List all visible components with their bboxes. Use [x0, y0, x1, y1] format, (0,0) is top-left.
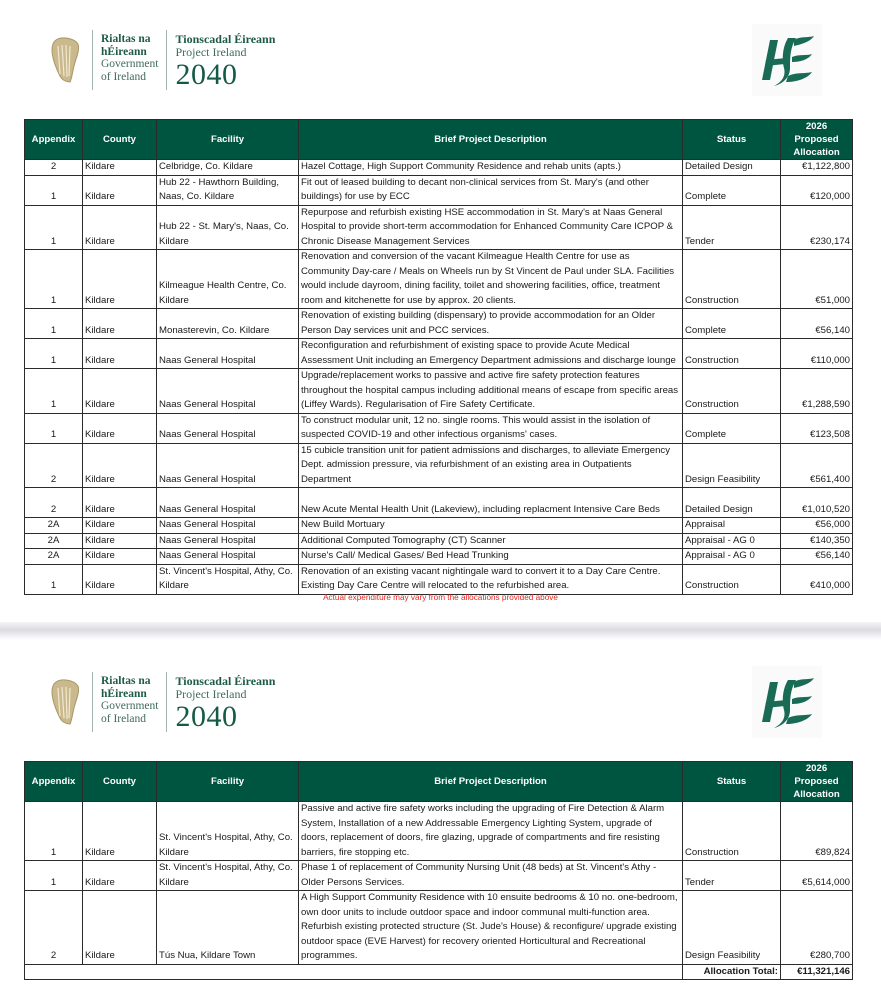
- table-header-row: [25, 762, 853, 802]
- col-header-appendix: Appendix: [25, 120, 83, 160]
- facility-cell: Naas General Hospital: [157, 413, 299, 443]
- county-cell: Kildare: [83, 891, 157, 965]
- appendix-cell: 1: [25, 205, 83, 250]
- county-cell: Kildare: [83, 309, 157, 339]
- description-cell: Hazel Cottage, High Support Community Residence and rehab units (apts.): [299, 160, 683, 176]
- description-cell: Renovation of an existing vacant nightingale ward to convert it to a Day Care Centre. Existing Day Care Centre will relocated to the refurbished area.: [299, 564, 683, 594]
- hse-logo: [752, 666, 822, 738]
- status-cell: Tender: [683, 205, 781, 250]
- col-header-allocation: 2026 Proposed Allocation: [781, 762, 853, 802]
- county-cell: Kildare: [83, 369, 157, 414]
- description-cell: New Acute Mental Health Unit (Lakeview), including replacment Intensive Care Beds: [299, 488, 683, 518]
- table-row: [25, 369, 853, 414]
- table-row: [25, 160, 853, 176]
- table-header-row: [25, 120, 853, 160]
- appendix-cell: 1: [25, 413, 83, 443]
- county-cell: Kildare: [83, 175, 157, 205]
- status-cell: Construction: [683, 802, 781, 861]
- status-cell: Construction: [683, 369, 781, 414]
- status-cell: Complete: [683, 175, 781, 205]
- description-cell: A High Support Community Residence with 10 ensuite bedrooms & 10 no. one-bedroom, own door units to include outdoor space and indoor communal multi-function area. Refurbish existing protected structure (St. Jude's House) & reconfigure/ upgrade existing outdoor space (EVE Harvest) for recovery oriented Horticultural and Recreational programmes.: [299, 891, 683, 965]
- table-row: [25, 549, 853, 565]
- table-row: [25, 339, 853, 369]
- appendix-cell: 2A: [25, 518, 83, 534]
- col-header-description: Brief Project Description: [299, 762, 683, 802]
- description-cell: Phase 1 of replacement of Community Nursing Unit (48 beds) at St. Vincent's Athy - Older Persons Services.: [299, 861, 683, 891]
- hse-logo-icon: [752, 666, 822, 738]
- status-cell: Construction: [683, 339, 781, 369]
- county-cell: Kildare: [83, 160, 157, 176]
- description-cell: Repurpose and refurbish existing HSE accommodation in St. Mary's at Naas General Hospital to provide short-term accommodation for Enhanced Community Care ICPOP & Chronic Disease Management Services: [299, 205, 683, 250]
- county-cell: Kildare: [83, 549, 157, 565]
- capital-allocation-table-page-2: [24, 761, 853, 980]
- harp-icon: [48, 678, 82, 726]
- facility-cell: Tús Nua, Kildare Town: [157, 891, 299, 965]
- description-cell: Upgrade/replacement works to passive and active fire safety protection features throughout the hospital campus including additional means of escape from specific areas (Liffey Wards). Regularisation of Fire Safety Certificate.: [299, 369, 683, 414]
- col-header-county: County: [83, 120, 157, 160]
- county-cell: Kildare: [83, 443, 157, 488]
- table-row: [25, 443, 853, 488]
- description-cell: To construct modular unit, 12 no. single rooms. This would assist in the isolation of suspected COVID-19 and other infectious organisms' cases.: [299, 413, 683, 443]
- facility-cell: Hub 22 - Hawthorn Building, Naas, Co. Kildare: [157, 175, 299, 205]
- status-cell: Design Feasibility: [683, 443, 781, 488]
- status-cell: Appraisal - AG 0: [683, 549, 781, 565]
- col-header-status: Status: [683, 120, 781, 160]
- table-row: [25, 488, 853, 518]
- status-cell: Construction: [683, 564, 781, 594]
- allocation-cell: €120,000: [781, 175, 853, 205]
- county-cell: Kildare: [83, 413, 157, 443]
- facility-cell: Naas General Hospital: [157, 549, 299, 565]
- status-cell: Tender: [683, 861, 781, 891]
- description-cell: Fit out of leased building to decant non-clinical services from St. Mary's (and other buildings) for use by ECC: [299, 175, 683, 205]
- allocation-cell: €410,000: [781, 564, 853, 594]
- appendix-cell: 1: [25, 802, 83, 861]
- allocation-cell: €230,174: [781, 205, 853, 250]
- county-cell: Kildare: [83, 861, 157, 891]
- page-separator: [0, 622, 881, 640]
- facility-cell: St. Vincent's Hospital, Athy, Co. Kildare: [157, 861, 299, 891]
- county-cell: Kildare: [83, 802, 157, 861]
- facility-cell: St. Vincent's Hospital, Athy, Co. Kildare: [157, 802, 299, 861]
- status-cell: Appraisal: [683, 518, 781, 534]
- allocation-cell: €56,140: [781, 549, 853, 565]
- allocation-cell: €1,288,590: [781, 369, 853, 414]
- description-cell: 15 cubicle transition unit for patient admissions and discharges, to alleviate Emergency Dept. admission pressure, via refurbishment of an existing area in Outpatients Department: [299, 443, 683, 488]
- allocation-cell: €280,700: [781, 891, 853, 965]
- facility-cell: Naas General Hospital: [157, 533, 299, 549]
- status-cell: Design Feasibility: [683, 891, 781, 965]
- table-row: [25, 205, 853, 250]
- document-page-2: [0, 640, 881, 1000]
- total-row: [25, 964, 853, 980]
- status-cell: Complete: [683, 413, 781, 443]
- county-cell: Kildare: [83, 250, 157, 309]
- table-row: [25, 802, 853, 861]
- allocation-cell: €123,508: [781, 413, 853, 443]
- allocation-total-value: €11,321,146: [781, 964, 853, 980]
- county-cell: Kildare: [83, 205, 157, 250]
- table-row: [25, 564, 853, 594]
- table-row: [25, 518, 853, 534]
- table-row: [25, 533, 853, 549]
- allocation-cell: €89,824: [781, 802, 853, 861]
- table-row: [25, 413, 853, 443]
- harp-icon: [48, 36, 82, 84]
- appendix-cell: 1: [25, 250, 83, 309]
- capital-allocation-table-page-1: [24, 119, 853, 595]
- table-row: [25, 250, 853, 309]
- appendix-cell: 1: [25, 309, 83, 339]
- col-header-county: County: [83, 762, 157, 802]
- allocation-total-label: Allocation Total:: [683, 964, 781, 980]
- allocation-cell: €140,350: [781, 533, 853, 549]
- facility-cell: Kilmeague Health Centre, Co. Kildare: [157, 250, 299, 309]
- allocation-cell: €1,010,520: [781, 488, 853, 518]
- appendix-cell: 1: [25, 175, 83, 205]
- allocation-cell: €5,614,000: [781, 861, 853, 891]
- allocation-cell: €561,400: [781, 443, 853, 488]
- facility-cell: Monasterevin, Co. Kildare: [157, 309, 299, 339]
- col-header-status: Status: [683, 762, 781, 802]
- table-row: [25, 309, 853, 339]
- allocation-cell: €110,000: [781, 339, 853, 369]
- description-cell: Nurse's Call/ Medical Gases/ Bed Head Trunking: [299, 549, 683, 565]
- col-header-allocation: 2026 Proposed Allocation: [781, 120, 853, 160]
- description-cell: Reconfiguration and refurbishment of existing space to provide Acute Medical Assessment Unit including an Emergency Department admissions and discharge lounge: [299, 339, 683, 369]
- appendix-cell: 2: [25, 160, 83, 176]
- county-cell: Kildare: [83, 518, 157, 534]
- county-cell: Kildare: [83, 488, 157, 518]
- description-cell: Passive and active fire safety works including the upgrading of Fire Detection & Alarm System, Installation of a new Addressable Emergency Lighting System, upgrade of doors, replacement of doors, fire glazing, upgrade of compartments and fire resisting barriers, fire stopping etc.: [299, 802, 683, 861]
- facility-cell: Celbridge, Co. Kildare: [157, 160, 299, 176]
- appendix-cell: 2A: [25, 549, 83, 565]
- appendix-cell: 2: [25, 891, 83, 965]
- description-cell: Renovation and conversion of the vacant Kilmeague Health Centre for use as Community Day-care / Meals on Wheels run by St Vincent de Paul under SLA. Facilities would include dayroom, dining facility, toilet and showering facilities, office, treatment room and kitchenette for use by approx. 20 clients.: [299, 250, 683, 309]
- appendix-cell: 2A: [25, 533, 83, 549]
- facility-cell: Hub 22 - St. Mary's, Naas, Co. Kildare: [157, 205, 299, 250]
- appendix-cell: 1: [25, 861, 83, 891]
- appendix-cell: 1: [25, 339, 83, 369]
- facility-cell: Naas General Hospital: [157, 488, 299, 518]
- facility-cell: Naas General Hospital: [157, 339, 299, 369]
- allocation-disclaimer: Actual expenditure may vary from the allocations provided above: [323, 593, 558, 602]
- col-header-appendix: Appendix: [25, 762, 83, 802]
- status-cell: Complete: [683, 309, 781, 339]
- status-cell: Construction: [683, 250, 781, 309]
- allocation-cell: €51,000: [781, 250, 853, 309]
- allocation-cell: €56,000: [781, 518, 853, 534]
- status-cell: Detailed Design: [683, 488, 781, 518]
- county-cell: Kildare: [83, 533, 157, 549]
- facility-cell: Naas General Hospital: [157, 518, 299, 534]
- facility-cell: Naas General Hospital: [157, 369, 299, 414]
- description-cell: Additional Computed Tomography (CT) Scanner: [299, 533, 683, 549]
- project-ireland-2040-wordmark: Tionscadal Éireann Project Ireland 2040: [175, 674, 276, 733]
- government-of-ireland-logo: [48, 672, 275, 732]
- status-cell: Detailed Design: [683, 160, 781, 176]
- appendix-cell: 1: [25, 369, 83, 414]
- county-cell: Kildare: [83, 564, 157, 594]
- allocation-cell: €56,140: [781, 309, 853, 339]
- col-header-facility: Facility: [157, 120, 299, 160]
- facility-cell: Naas General Hospital: [157, 443, 299, 488]
- allocation-cell: €1,122,800: [781, 160, 853, 176]
- col-header-description: Brief Project Description: [299, 120, 683, 160]
- project-ireland-2040-wordmark: Tionscadal Éireann Project Ireland 2040: [175, 32, 276, 91]
- table-row: [25, 891, 853, 965]
- status-cell: Appraisal - AG 0: [683, 533, 781, 549]
- facility-cell: St. Vincent's Hospital, Athy, Co. Kildare: [157, 564, 299, 594]
- government-of-ireland-logo: [48, 30, 275, 90]
- hse-logo-icon: [752, 24, 822, 96]
- col-header-facility: Facility: [157, 762, 299, 802]
- gov-wordmark: Rialtas na hÉireann Government of Ireland: [101, 33, 159, 83]
- description-cell: New Build Mortuary: [299, 518, 683, 534]
- description-cell: Renovation of existing building (dispensary) to provide accommodation for an Older Person Day services unit and PCC services.: [299, 309, 683, 339]
- hse-logo: [752, 24, 822, 96]
- county-cell: Kildare: [83, 339, 157, 369]
- gov-wordmark: Rialtas na hÉireann Government of Ireland: [101, 675, 159, 725]
- table-row: [25, 861, 853, 891]
- appendix-cell: 2: [25, 488, 83, 518]
- appendix-cell: 1: [25, 564, 83, 594]
- appendix-cell: 2: [25, 443, 83, 488]
- table-row: [25, 175, 853, 205]
